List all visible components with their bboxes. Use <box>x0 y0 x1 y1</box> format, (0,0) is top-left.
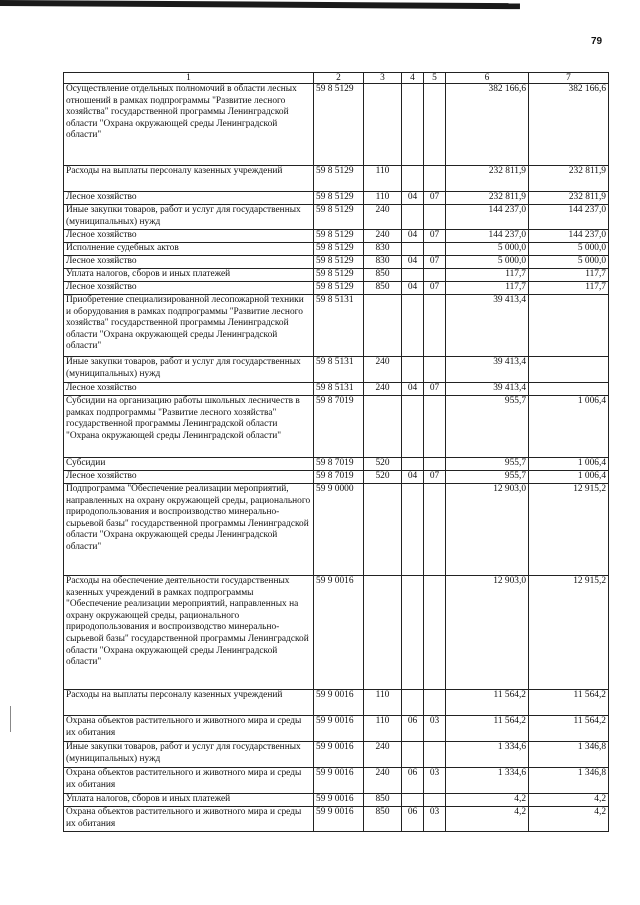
cell-expense-type: 240 <box>364 230 402 243</box>
table-row <box>64 282 609 295</box>
cell-subsection: 07 <box>424 471 446 484</box>
cell-target-code: 59 8 5129 <box>314 84 364 166</box>
table-header-row <box>64 73 609 84</box>
cell-name: Уплата налогов, сборов и иных платежей <box>64 794 314 807</box>
cell-amount-year2: 232 811,9 <box>529 166 609 192</box>
cell-name: Субсидии на организацию работы школьных лесничеств в рамках подпрограммы "Развитие лесного хозяйства" государственной программы Ленинградской области "Охрана окружающей среды Ленинградской области" <box>64 396 314 458</box>
cell-amount-year2: 11 564,2 <box>529 716 609 742</box>
cell-section: 06 <box>402 807 424 832</box>
cell-target-code: 59 9 0016 <box>314 576 364 690</box>
cell-amount-year1: 11 564,2 <box>446 716 529 742</box>
table-row <box>64 383 609 396</box>
cell-amount-year1: 232 811,9 <box>446 166 529 192</box>
cell-subsection <box>424 742 446 768</box>
cell-section: 06 <box>402 768 424 794</box>
cell-target-code: 59 8 7019 <box>314 396 364 458</box>
cell-expense-type: 110 <box>364 192 402 205</box>
cell-subsection <box>424 458 446 471</box>
cell-expense-type: 110 <box>364 166 402 192</box>
cell-amount-year1: 12 903,0 <box>446 576 529 690</box>
table-row <box>64 807 609 832</box>
cell-amount-year1: 12 903,0 <box>446 484 529 576</box>
cell-name: Лесное хозяйство <box>64 256 314 269</box>
table-row <box>64 484 609 576</box>
cell-name: Субсидии <box>64 458 314 471</box>
cell-subsection: 03 <box>424 807 446 832</box>
cell-name: Лесное хозяйство <box>64 383 314 396</box>
cell-subsection: 03 <box>424 716 446 742</box>
table-row <box>64 576 609 690</box>
cell-expense-type: 850 <box>364 794 402 807</box>
cell-amount-year2 <box>529 383 609 396</box>
cell-subsection <box>424 794 446 807</box>
cell-name: Иные закупки товаров, работ и услуг для государственных (муниципальных) нужд <box>64 357 314 383</box>
header-cell-sum1: 6 <box>446 73 529 84</box>
cell-amount-year1: 144 237,0 <box>446 205 529 230</box>
table-row <box>64 269 609 282</box>
cell-name: Лесное хозяйство <box>64 471 314 484</box>
cell-name: Расходы на выплаты персоналу казенных учреждений <box>64 690 314 716</box>
cell-amount-year1: 382 166,6 <box>446 84 529 166</box>
cell-target-code: 59 8 5131 <box>314 383 364 396</box>
cell-amount-year2: 117,7 <box>529 282 609 295</box>
table-row <box>64 84 609 166</box>
cell-expense-type: 110 <box>364 716 402 742</box>
cell-amount-year2: 5 000,0 <box>529 256 609 269</box>
cell-subsection: 07 <box>424 192 446 205</box>
cell-name: Осуществление отдельных полномочий в области лесных отношений в рамках подпрограммы "Развитие лесного хозяйства" государственной программы Ленинградской области "Охрана окружающей среды Ленинградской области" <box>64 84 314 166</box>
header-cell-sum2: 7 <box>529 73 609 84</box>
cell-subsection: 07 <box>424 230 446 243</box>
cell-amount-year2: 1 006,4 <box>529 396 609 458</box>
cell-expense-type <box>364 84 402 166</box>
cell-amount-year2: 5 000,0 <box>529 243 609 256</box>
cell-amount-year2 <box>529 357 609 383</box>
cell-amount-year2: 1 006,4 <box>529 471 609 484</box>
cell-section <box>402 458 424 471</box>
cell-expense-type <box>364 295 402 357</box>
cell-subsection <box>424 205 446 230</box>
cell-subsection: 07 <box>424 282 446 295</box>
cell-target-code: 59 9 0016 <box>314 807 364 832</box>
cell-expense-type: 240 <box>364 205 402 230</box>
cell-target-code: 59 8 5129 <box>314 230 364 243</box>
cell-target-code: 59 8 5129 <box>314 282 364 295</box>
cell-expense-type <box>364 576 402 690</box>
cell-section <box>402 690 424 716</box>
cell-name: Охрана объектов растительного и животного мира и среды их обитания <box>64 716 314 742</box>
table-row <box>64 690 609 716</box>
cell-section <box>402 205 424 230</box>
table-row <box>64 716 609 742</box>
cell-amount-year1: 5 000,0 <box>446 256 529 269</box>
cell-target-code: 59 8 5129 <box>314 205 364 230</box>
page-number: 79 <box>591 36 603 47</box>
cell-name: Уплата налогов, сборов и иных платежей <box>64 269 314 282</box>
cell-target-code: 59 8 5129 <box>314 269 364 282</box>
cell-amount-year1: 1 334,6 <box>446 768 529 794</box>
cell-amount-year1: 39 413,4 <box>446 383 529 396</box>
cell-section <box>402 742 424 768</box>
cell-expense-type: 850 <box>364 282 402 295</box>
cell-target-code: 59 8 5129 <box>314 166 364 192</box>
cell-amount-year2: 11 564,2 <box>529 690 609 716</box>
cell-name: Иные закупки товаров, работ и услуг для государственных (муниципальных) нужд <box>64 742 314 768</box>
table-body <box>64 84 609 832</box>
cell-amount-year1: 955,7 <box>446 396 529 458</box>
cell-subsection <box>424 243 446 256</box>
cell-target-code: 59 9 0016 <box>314 716 364 742</box>
cell-subsection: 07 <box>424 383 446 396</box>
cell-name: Расходы на выплаты персоналу казенных учреждений <box>64 166 314 192</box>
cell-expense-type: 850 <box>364 269 402 282</box>
scan-margin-mark <box>10 706 11 732</box>
table-row <box>64 396 609 458</box>
table-row <box>64 458 609 471</box>
cell-section <box>402 84 424 166</box>
table-row <box>64 768 609 794</box>
cell-section <box>402 295 424 357</box>
cell-amount-year2: 382 166,6 <box>529 84 609 166</box>
cell-expense-type: 830 <box>364 243 402 256</box>
cell-section: 04 <box>402 192 424 205</box>
cell-name: Подпрограмма "Обеспечение реализации мероприятий, направленных на охрану окружающей среды, рационального природопользования и воспроизводство минерально-сырьевой базы" государственной программы Ленинградской области "Охрана окружающей среды Ленинградской области" <box>64 484 314 576</box>
cell-target-code: 59 8 5131 <box>314 357 364 383</box>
cell-amount-year2: 1 346,8 <box>529 742 609 768</box>
cell-target-code: 59 8 7019 <box>314 471 364 484</box>
cell-amount-year2: 4,2 <box>529 807 609 832</box>
cell-name: Приобретение специализированной лесопожарной техники и оборудования в рамках подпрограммы "Развитие лесного хозяйства" государственной программы Ленинградской области "Охрана окружающей среды Ленинградской области" <box>64 295 314 357</box>
cell-target-code: 59 8 7019 <box>314 458 364 471</box>
table-row <box>64 205 609 230</box>
cell-section: 04 <box>402 282 424 295</box>
cell-subsection <box>424 269 446 282</box>
cell-section <box>402 484 424 576</box>
cell-amount-year1: 5 000,0 <box>446 243 529 256</box>
cell-name: Исполнение судебных актов <box>64 243 314 256</box>
cell-amount-year1: 4,2 <box>446 807 529 832</box>
cell-expense-type: 240 <box>364 383 402 396</box>
cell-subsection <box>424 166 446 192</box>
cell-amount-year1: 39 413,4 <box>446 357 529 383</box>
cell-section <box>402 794 424 807</box>
cell-expense-type: 830 <box>364 256 402 269</box>
cell-expense-type: 240 <box>364 357 402 383</box>
table-row <box>64 230 609 243</box>
cell-section <box>402 357 424 383</box>
scan-edge-bar <box>0 0 520 9</box>
table-row <box>64 256 609 269</box>
cell-target-code: 59 9 0016 <box>314 768 364 794</box>
cell-target-code: 59 9 0000 <box>314 484 364 576</box>
cell-amount-year2: 12 915,2 <box>529 484 609 576</box>
cell-amount-year2: 117,7 <box>529 269 609 282</box>
cell-section: 04 <box>402 256 424 269</box>
cell-expense-type: 520 <box>364 458 402 471</box>
cell-section <box>402 576 424 690</box>
cell-name: Охрана объектов растительного и животного мира и среды их обитания <box>64 807 314 832</box>
cell-name: Лесное хозяйство <box>64 230 314 243</box>
cell-name: Охрана объектов растительного и животного мира и среды их обитания <box>64 768 314 794</box>
cell-name: Иные закупки товаров, работ и услуг для государственных (муниципальных) нужд <box>64 205 314 230</box>
cell-expense-type: 240 <box>364 768 402 794</box>
cell-amount-year1: 117,7 <box>446 269 529 282</box>
cell-amount-year1: 955,7 <box>446 471 529 484</box>
cell-name: Лесное хозяйство <box>64 192 314 205</box>
cell-section: 04 <box>402 383 424 396</box>
cell-expense-type <box>364 396 402 458</box>
cell-amount-year1: 117,7 <box>446 282 529 295</box>
cell-subsection: 07 <box>424 256 446 269</box>
header-cell-csr: 2 <box>314 73 364 84</box>
cell-target-code: 59 8 5129 <box>314 256 364 269</box>
header-cell-vr: 3 <box>364 73 402 84</box>
table-row <box>64 166 609 192</box>
header-cell-rz: 4 <box>402 73 424 84</box>
budget-table <box>63 72 609 832</box>
cell-expense-type: 240 <box>364 742 402 768</box>
header-cell-pr: 5 <box>424 73 446 84</box>
cell-amount-year1: 232 811,9 <box>446 192 529 205</box>
cell-subsection: 03 <box>424 768 446 794</box>
cell-subsection <box>424 396 446 458</box>
cell-expense-type: 110 <box>364 690 402 716</box>
cell-amount-year2: 144 237,0 <box>529 205 609 230</box>
cell-section <box>402 166 424 192</box>
cell-subsection <box>424 295 446 357</box>
cell-subsection <box>424 576 446 690</box>
cell-section: 06 <box>402 716 424 742</box>
cell-amount-year2: 144 237,0 <box>529 230 609 243</box>
cell-section: 04 <box>402 230 424 243</box>
cell-amount-year1: 39 413,4 <box>446 295 529 357</box>
table-row <box>64 357 609 383</box>
cell-subsection <box>424 84 446 166</box>
cell-amount-year1: 1 334,6 <box>446 742 529 768</box>
cell-target-code: 59 9 0016 <box>314 794 364 807</box>
cell-target-code: 59 9 0016 <box>314 690 364 716</box>
table-row <box>64 192 609 205</box>
cell-section: 04 <box>402 471 424 484</box>
table-row <box>64 794 609 807</box>
cell-amount-year1: 4,2 <box>446 794 529 807</box>
cell-amount-year1: 955,7 <box>446 458 529 471</box>
cell-target-code: 59 9 0016 <box>314 742 364 768</box>
cell-section <box>402 269 424 282</box>
cell-name: Расходы на обеспечение деятельности государственных казенных учреждений в рамках подпрограммы "Обеспечение реализации мероприятий, направленных на охрану окружающей среды, рационального природопользования и воспроизводство минерально-сырьевой базы" государственной программы Ленинградской области "Охрана окружающей среды Ленинградской области" <box>64 576 314 690</box>
cell-amount-year2: 4,2 <box>529 794 609 807</box>
cell-subsection <box>424 357 446 383</box>
cell-target-code: 59 8 5131 <box>314 295 364 357</box>
cell-name: Лесное хозяйство <box>64 282 314 295</box>
table-row <box>64 471 609 484</box>
cell-expense-type: 850 <box>364 807 402 832</box>
cell-target-code: 59 8 5129 <box>314 192 364 205</box>
cell-amount-year1: 144 237,0 <box>446 230 529 243</box>
cell-subsection <box>424 690 446 716</box>
cell-amount-year2: 12 915,2 <box>529 576 609 690</box>
cell-expense-type: 520 <box>364 471 402 484</box>
cell-amount-year2 <box>529 295 609 357</box>
cell-amount-year2: 1 346,8 <box>529 768 609 794</box>
cell-amount-year1: 11 564,2 <box>446 690 529 716</box>
cell-amount-year2: 1 006,4 <box>529 458 609 471</box>
table-row <box>64 243 609 256</box>
table-row <box>64 295 609 357</box>
cell-target-code: 59 8 5129 <box>314 243 364 256</box>
cell-subsection <box>424 484 446 576</box>
table-row <box>64 742 609 768</box>
cell-amount-year2: 232 811,9 <box>529 192 609 205</box>
cell-section <box>402 243 424 256</box>
header-cell-name: 1 <box>64 73 314 84</box>
cell-section <box>402 396 424 458</box>
cell-expense-type <box>364 484 402 576</box>
